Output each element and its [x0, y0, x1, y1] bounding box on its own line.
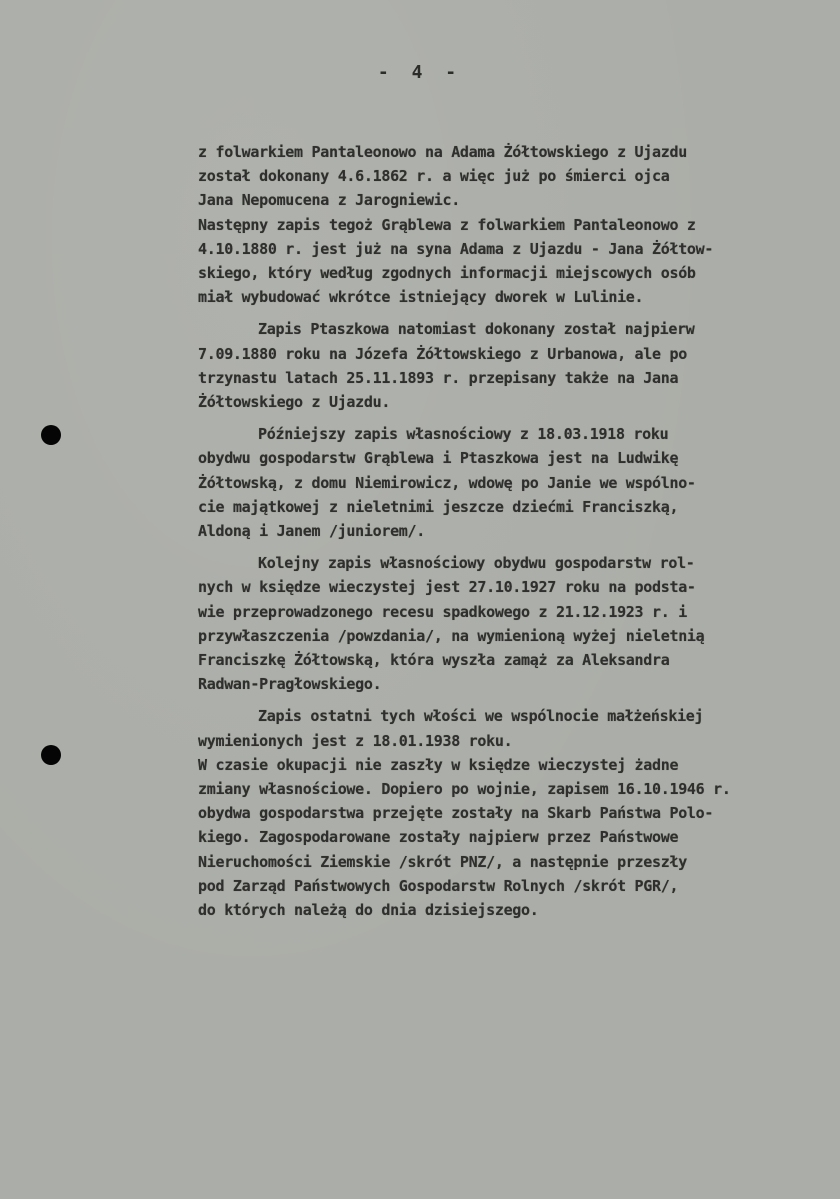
- paragraph-gap: [198, 696, 808, 704]
- text-line: nych w księdze wieczystej jest 27.10.1927 roku na podsta-: [198, 578, 696, 597]
- text-line: W czasie okupacji nie zaszły w księdze wieczystej żadne: [198, 755, 679, 774]
- text-line: do których należą do dnia dzisiejszego.: [198, 901, 539, 920]
- text-line: miał wybudować wkrótce istniejący dworek w Lulinie.: [198, 288, 644, 307]
- text-line: obydwa gospodarstwa przejęte zostały na Skarb Państwa Polo-: [198, 804, 714, 823]
- text-line: został dokonany 4.6.1862 r. a więc już po śmierci ojca: [198, 167, 670, 186]
- text-line: kiego. Zagospodarowane zostały najpierw przez Państwowe: [198, 828, 679, 847]
- text-line: zmiany własnościowe. Dopiero po wojnie, zapisem 16.10.1946 r.: [198, 780, 731, 799]
- paragraph-gap: [198, 543, 808, 551]
- text-line: Franciszkę Żółtowską, która wyszła zamąż za Aleksandra: [198, 651, 670, 670]
- paragraph-gap: [198, 414, 808, 422]
- text-line: Żółtowskiego z Ujazdu.: [198, 393, 391, 412]
- text-line: skiego, który według zgodnych informacji miejscowych osób: [198, 264, 696, 283]
- paragraph: [198, 704, 808, 922]
- paragraph: [198, 140, 808, 309]
- text-line: 4.10.1880 r. jest już na syna Adama z Ujazdu - Jana Żółtow-: [198, 239, 714, 258]
- text-line: trzynastu latach 25.11.1893 r. przepisany także na Jana: [198, 368, 679, 387]
- paragraph: [198, 422, 808, 543]
- text-line: Zapis ostatni tych włości we wspólnocie małżeńskiej: [258, 707, 704, 726]
- body-text: [198, 140, 808, 922]
- text-line: Następny zapis tegoż Grąblewa z folwarkiem Pantaleonowo z: [198, 215, 696, 234]
- text-line: Radwan-Pragłowskiego.: [198, 675, 382, 694]
- punch-hole-lower: [41, 745, 61, 765]
- text-line: Późniejszy zapis własnościowy z 18.03.1918 roku: [258, 425, 669, 444]
- text-line: Kolejny zapis własnościowy obydwu gospodarstw rol-: [258, 554, 695, 573]
- text-line: Aldoną i Janem /juniorem/.: [198, 522, 426, 541]
- paragraph-gap: [198, 309, 808, 317]
- text-line: wie przeprowadzonego recesu spadkowego z 21.12.1923 r. i: [198, 602, 687, 621]
- text-line: przywłaszczenia /powzdania/, na wymienioną wyżej nieletnią: [198, 626, 705, 645]
- text-line: wymienionych jest z 18.01.1938 roku.: [198, 731, 513, 750]
- text-line: obydwu gospodarstw Grąblewa i Ptaszkowa jest na Ludwikę: [198, 449, 679, 468]
- text-line: Jana Nepomucena z Jarogniewic.: [198, 191, 460, 210]
- text-line: z folwarkiem Pantaleonowo na Adama Żółtowskiego z Ujazdu: [198, 143, 687, 161]
- paragraph: [198, 317, 808, 414]
- text-line: Żółtowską, z domu Niemirowicz, wdowę po Janie we wspólno-: [198, 473, 696, 492]
- punch-hole-upper: [41, 425, 61, 445]
- page-number: - 4 -: [377, 62, 463, 83]
- paragraph: [198, 551, 808, 696]
- text-line: Zapis Ptaszkowa natomiast dokonany został najpierw: [258, 320, 695, 339]
- text-line: cie majątkowej z nieletnimi jeszcze dziećmi Franciszką,: [198, 497, 679, 516]
- text-line: 7.09.1880 roku na Józefa Żółtowskiego z Urbanowa, ale po: [198, 344, 687, 363]
- text-line: Nieruchomości Ziemskie /skrót PNZ/, a następnie przeszły: [198, 852, 687, 871]
- text-line: pod Zarząd Państwowych Gospodarstw Rolnych /skrót PGR/,: [198, 876, 679, 895]
